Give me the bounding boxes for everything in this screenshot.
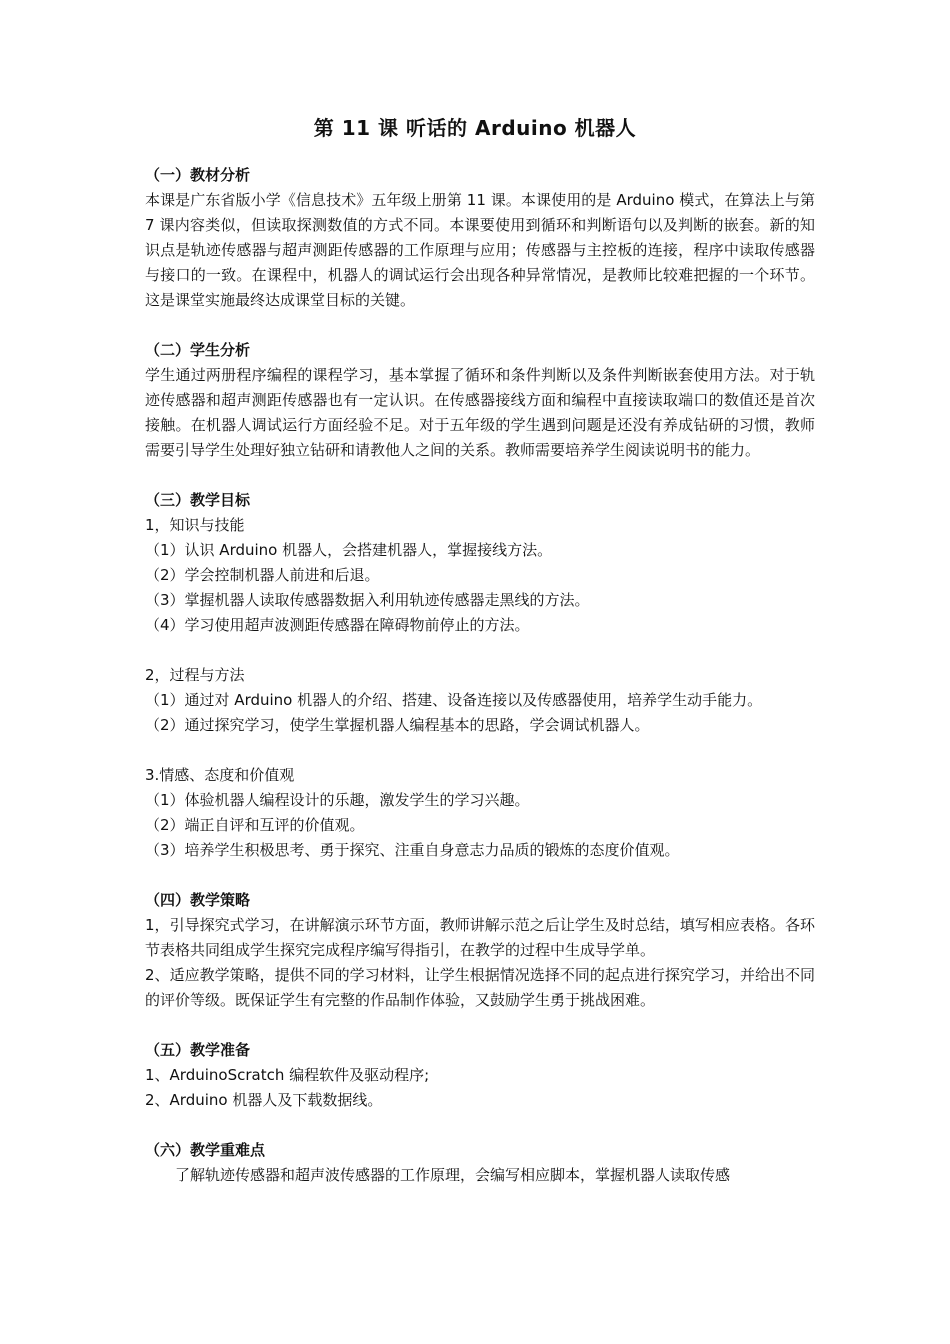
preparation-item: 1、ArduinoScratch 编程软件及驱动程序;: [145, 1066, 430, 1084]
goal-group-title: 3.情感、态度和价值观: [145, 766, 295, 784]
section-heading: （六）教学重难点: [145, 1141, 266, 1159]
goal-group-title: 2，过程与方法: [145, 666, 245, 684]
goal-group-title: 1，知识与技能: [145, 516, 245, 534]
section-teaching-goals: [145, 488, 815, 863]
section-paragraph: 了解轨迹传感器和超声波传感器的工作原理，会编写相应脚本，掌握机器人读取传感: [175, 1166, 731, 1184]
document-body: [145, 163, 815, 1188]
section-teaching-preparation: [145, 1038, 815, 1113]
section-student-analysis: [145, 338, 815, 463]
section-key-difficulties: [145, 1138, 815, 1188]
page-title: 第 11 课 听话的 Arduino 机器人: [313, 116, 637, 140]
section-paragraph: 学生通过两册程序编程的课程学习，基本掌握了循环和条件判断以及条件判断嵌套使用方法。对于轨迹传感器和超声测距传感器也有一定认识。在传感器接线方面和编程中直接读取端口的数值还是首次接触。在机器人调试运行方面经验不足。对于五年级的学生遇到问题是还没有养成钻研的习惯，教师需要引导学生处理好独立钻研和请教他人之间的关系。教师需要培养学生阅读说明书的能力。: [145, 366, 815, 459]
goal-item: （2）通过探究学习，使学生掌握机器人编程基本的思路，学会调试机器人。: [145, 716, 650, 734]
goal-item: （1）通过对 Arduino 机器人的介绍、搭建、设备连接以及传感器使用，培养学生动手能力。: [145, 691, 763, 709]
goal-item: （3）培养学生积极思考、勇于探究、注重自身意志力品质的锻炼的态度价值观。: [145, 841, 680, 859]
section-paragraph: 1，引导探究式学习，在讲解演示环节方面，教师讲解示范之后让学生及时总结，填写相应表格。各环节表格共同组成学生探究完成程序编写得指引，在教学的过程中生成导学单。: [145, 916, 815, 959]
section-teaching-strategy: [145, 888, 815, 1013]
goal-item: （1）体验机器人编程设计的乐趣，激发学生的学习兴趣。: [145, 791, 530, 809]
goal-item: （4）学习使用超声波测距传感器在障碍物前停止的方法。: [145, 616, 530, 634]
goal-item: （1）认识 Arduino 机器人，会搭建机器人，掌握接线方法。: [145, 541, 553, 559]
section-heading: （三）教学目标: [145, 491, 251, 509]
section-heading: （一）教材分析: [145, 166, 251, 184]
section-paragraph: 2、适应教学策略，提供不同的学习材料，让学生根据情况选择不同的起点进行探究学习，并给出不同的评价等级。既保证学生有完整的作品制作体验，又鼓励学生勇于挑战困难。: [145, 966, 815, 1009]
section-paragraph: 本课是广东省版小学《信息技术》五年级上册第 11 课。本课使用的是 Arduino 模式，在算法上与第 7 课内容类似，但读取探测数值的方式不同。本课要使用到循环和判断语句以及判断的嵌套。新的知识点是轨迹传感器与超声测距传感器的工作原理与应用；传感器与主控板的连接，程序中读取传感器与接口的一致。在课程中，机器人的调试运行会出现各种异常情况，是教师比较难把握的一个环节。这是课堂实施最终达成课堂目标的关键。: [145, 191, 815, 309]
section-heading: （二）学生分析: [145, 341, 251, 359]
section-heading: （五）教学准备: [145, 1041, 251, 1059]
preparation-item: 2、Arduino 机器人及下载数据线。: [145, 1091, 383, 1109]
goal-item: （2）学会控制机器人前进和后退。: [145, 566, 380, 584]
section-material-analysis: [145, 163, 815, 313]
section-heading: （四）教学策略: [145, 891, 251, 909]
goal-item: （3）掌握机器人读取传感器数据入利用轨迹传感器走黑线的方法。: [145, 591, 590, 609]
goal-item: （2）端正自评和互评的价值观。: [145, 816, 365, 834]
